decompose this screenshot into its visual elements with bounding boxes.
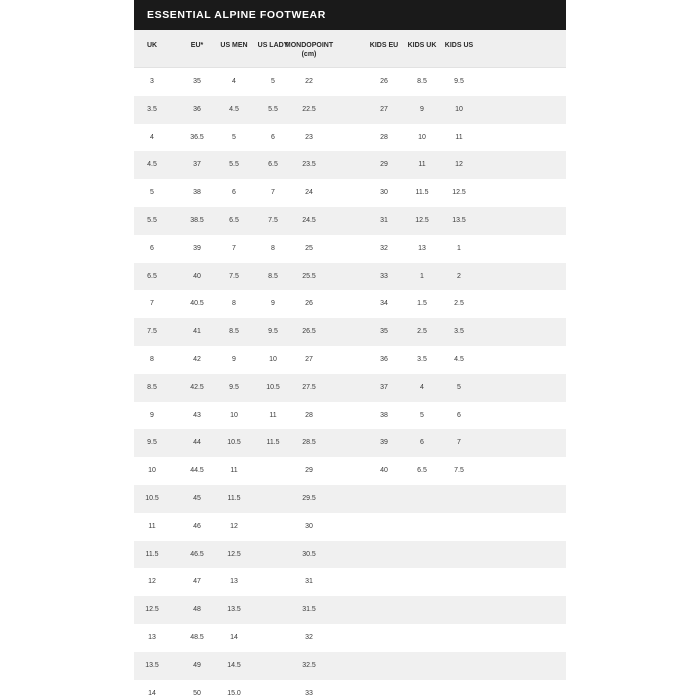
table-row — [134, 124, 566, 152]
table-row — [134, 235, 566, 263]
cell-uk: 11 — [148, 522, 156, 530]
cell-kids_eu: 29 — [380, 161, 388, 169]
cell-eu: 48.5 — [190, 633, 204, 641]
table-row — [134, 374, 566, 402]
column-header-label: KIDS US — [444, 42, 474, 49]
cell-mondo: 27.5 — [302, 383, 316, 391]
cell-uk: 4 — [150, 133, 154, 141]
cell-kids_uk: 12.5 — [415, 216, 429, 224]
cell-us_lady: 8.5 — [268, 272, 278, 280]
cell-kids_eu: 31 — [380, 216, 388, 224]
cell-eu: 43 — [193, 411, 201, 419]
cell-kids_uk: 13 — [418, 244, 426, 252]
cell-uk: 6 — [150, 244, 154, 252]
cell-kids_eu: 36 — [380, 355, 388, 363]
cell-us_lady: 9 — [271, 300, 275, 308]
cell-eu: 46.5 — [190, 550, 204, 558]
cell-us_men: 6.5 — [229, 216, 239, 224]
cell-mondo: 32.5 — [302, 661, 316, 669]
cell-us_men: 14.5 — [227, 661, 241, 669]
cell-eu: 42.5 — [190, 383, 204, 391]
table-row — [134, 207, 566, 235]
cell-mondo: 32 — [305, 633, 313, 641]
cell-eu: 44 — [193, 439, 201, 447]
cell-us_men: 7 — [232, 244, 236, 252]
table-row — [134, 680, 566, 700]
cell-uk: 7.5 — [147, 328, 157, 336]
cell-mondo: 24 — [305, 189, 313, 197]
cell-us_lady: 9.5 — [268, 328, 278, 336]
cell-kids_uk: 5 — [420, 411, 424, 419]
cell-mondo: 22 — [305, 78, 313, 85]
cell-kids_us: 7.5 — [454, 467, 464, 475]
cell-uk: 8 — [150, 355, 154, 363]
cell-mondo: 28 — [305, 411, 313, 419]
column-header-sublabel: (cm) — [301, 51, 317, 58]
cell-mondo: 29.5 — [302, 494, 316, 502]
cell-us_lady: 8 — [271, 244, 275, 252]
column-header-kids_us — [445, 41, 473, 50]
cell-kids_uk: 10 — [418, 133, 426, 141]
cell-kids_eu: 32 — [380, 244, 388, 252]
cell-eu: 47 — [193, 578, 201, 586]
cell-uk: 13.5 — [145, 661, 159, 669]
cell-uk: 12.5 — [145, 606, 159, 614]
cell-kids_uk: 1 — [420, 272, 424, 280]
table-row — [134, 263, 566, 291]
cell-kids_eu: 40 — [380, 467, 388, 475]
table-row — [134, 96, 566, 124]
cell-kids_us: 3.5 — [454, 328, 464, 336]
table-row — [134, 290, 566, 318]
cell-mondo: 33 — [305, 689, 313, 697]
cell-kids_us: 4.5 — [454, 355, 464, 363]
cell-eu: 38.5 — [190, 216, 204, 224]
cell-us_men: 13 — [230, 578, 238, 586]
cell-uk: 14 — [148, 689, 156, 697]
cell-uk: 7 — [150, 300, 154, 308]
chart-title: ESSENTIAL ALPINE FOOTWEAR — [134, 0, 566, 30]
cell-kids_eu: 37 — [380, 383, 388, 391]
cell-us_men: 12 — [230, 522, 238, 530]
cell-mondo: 31.5 — [302, 606, 316, 614]
cell-kids_us: 1 — [457, 244, 461, 252]
cell-kids_us: 5 — [457, 383, 461, 391]
cell-eu: 40.5 — [190, 300, 204, 308]
cell-us_men: 8 — [232, 300, 236, 308]
cell-us_men: 10 — [230, 411, 238, 419]
cell-uk: 9.5 — [147, 439, 157, 447]
cell-mondo: 26 — [305, 300, 313, 308]
table-row — [134, 457, 566, 485]
column-header-kids_eu — [370, 41, 398, 50]
size-chart — [134, 0, 566, 700]
column-header-label: KIDS UK — [407, 42, 437, 49]
column-header-eu — [191, 41, 203, 50]
cell-mondo: 29 — [305, 467, 313, 475]
cell-uk: 5 — [150, 189, 154, 197]
cell-mondo: 31 — [305, 578, 313, 586]
column-header-label: EU* — [190, 42, 204, 49]
cell-eu: 44.5 — [190, 467, 204, 475]
cell-uk: 11.5 — [145, 550, 159, 558]
cell-mondo: 26.5 — [302, 328, 316, 336]
cell-kids_us: 6 — [457, 411, 461, 419]
column-header-row — [134, 30, 566, 68]
cell-us_men: 9.5 — [229, 383, 239, 391]
column-header-label: KIDS EU — [369, 42, 399, 49]
cell-us_men: 14 — [230, 633, 238, 641]
cell-kids_uk: 4 — [420, 383, 424, 391]
cell-kids_uk: 6 — [420, 439, 424, 447]
cell-eu: 39 — [193, 244, 201, 252]
table-row — [134, 68, 566, 96]
cell-eu: 50 — [193, 689, 201, 697]
cell-kids_eu: 34 — [380, 300, 388, 308]
cell-kids_uk: 6.5 — [417, 467, 427, 475]
cell-uk: 12 — [148, 578, 156, 586]
table-row — [134, 402, 566, 430]
table-row — [134, 179, 566, 207]
cell-us_men: 4 — [232, 78, 236, 85]
cell-eu: 37 — [193, 161, 201, 169]
column-header-label: US LADY — [257, 42, 289, 49]
cell-us_men: 5 — [232, 133, 236, 141]
cell-us_lady: 6.5 — [268, 161, 278, 169]
cell-us_lady: 7.5 — [268, 216, 278, 224]
cell-uk: 3.5 — [147, 105, 157, 113]
cell-kids_eu: 30 — [380, 189, 388, 197]
column-header-label: UK — [146, 42, 158, 49]
table-row — [134, 624, 566, 652]
cell-kids_us: 10 — [455, 105, 463, 113]
cell-uk: 5.5 — [147, 216, 157, 224]
column-header-label: MONDOPOINT — [284, 42, 334, 49]
column-header-kids_uk — [408, 41, 437, 50]
table-row — [134, 652, 566, 680]
cell-uk: 3 — [150, 78, 154, 85]
table-row — [134, 346, 566, 374]
cell-eu: 36.5 — [190, 133, 204, 141]
cell-mondo: 25 — [305, 244, 313, 252]
cell-mondo: 25.5 — [302, 272, 316, 280]
cell-kids_us: 2 — [457, 272, 461, 280]
cell-kids_eu: 27 — [380, 105, 388, 113]
column-header-us_men — [220, 41, 247, 50]
cell-us_men: 5.5 — [229, 161, 239, 169]
cell-eu: 40 — [193, 272, 201, 280]
size-rows — [134, 68, 566, 700]
cell-eu: 38 — [193, 189, 201, 197]
table-row — [134, 513, 566, 541]
cell-us_men: 13.5 — [227, 606, 241, 614]
cell-us_lady: 5 — [271, 78, 275, 85]
cell-eu: 49 — [193, 661, 201, 669]
cell-us_lady: 11 — [269, 411, 277, 419]
cell-kids_eu: 28 — [380, 133, 388, 141]
table-row — [134, 318, 566, 346]
cell-us_lady: 5.5 — [268, 105, 278, 113]
cell-us_men: 8.5 — [229, 328, 239, 336]
cell-kids_eu: 35 — [380, 328, 388, 336]
cell-mondo: 24.5 — [302, 216, 316, 224]
cell-kids_eu: 33 — [380, 272, 388, 280]
cell-kids_uk: 3.5 — [417, 355, 427, 363]
cell-mondo: 23.5 — [302, 161, 316, 169]
cell-kids_us: 12.5 — [452, 189, 466, 197]
cell-us_men: 15.0 — [227, 689, 241, 697]
column-header-us_lady — [258, 41, 289, 50]
cell-kids_uk: 8.5 — [417, 78, 427, 85]
cell-kids_uk: 2.5 — [417, 328, 427, 336]
cell-kids_uk: 9 — [420, 105, 424, 113]
cell-kids_uk: 11 — [418, 161, 426, 169]
cell-us_men: 9 — [232, 355, 236, 363]
cell-kids_us: 11 — [455, 133, 463, 141]
cell-us_men: 10.5 — [227, 439, 241, 447]
table-row — [134, 429, 566, 457]
cell-eu: 36 — [193, 105, 201, 113]
cell-mondo: 23 — [305, 133, 313, 141]
cell-uk: 4.5 — [147, 161, 157, 169]
cell-us_lady: 11.5 — [266, 439, 280, 447]
cell-us_lady: 10 — [269, 355, 277, 363]
cell-us_lady: 7 — [271, 189, 275, 197]
cell-eu: 41 — [193, 328, 201, 336]
cell-kids_us: 12 — [455, 161, 463, 169]
table-row — [134, 568, 566, 596]
cell-us_men: 7.5 — [229, 272, 239, 280]
cell-kids_us: 2.5 — [454, 300, 464, 308]
cell-uk: 9 — [150, 411, 154, 419]
cell-uk: 10 — [148, 467, 156, 475]
column-header-uk — [147, 41, 157, 50]
cell-us_lady: 6 — [271, 133, 275, 141]
cell-mondo: 30.5 — [302, 550, 316, 558]
cell-kids_eu: 26 — [380, 78, 388, 85]
cell-kids_eu: 39 — [380, 439, 388, 447]
cell-eu: 35 — [193, 78, 201, 85]
cell-uk: 6.5 — [147, 272, 157, 280]
table-row — [134, 596, 566, 624]
cell-eu: 48 — [193, 606, 201, 614]
cell-kids_eu: 38 — [380, 411, 388, 419]
cell-mondo: 27 — [305, 355, 313, 363]
cell-uk: 13 — [148, 633, 156, 641]
cell-uk: 8.5 — [147, 383, 157, 391]
cell-kids_us: 9.5 — [454, 78, 464, 85]
cell-us_men: 11 — [230, 467, 238, 475]
cell-us_lady: 10.5 — [266, 383, 280, 391]
cell-us_men: 6 — [232, 189, 236, 197]
cell-mondo: 30 — [305, 522, 313, 530]
cell-us_men: 4.5 — [229, 105, 239, 113]
cell-eu: 45 — [193, 494, 201, 502]
table-row — [134, 151, 566, 179]
table-row — [134, 485, 566, 513]
cell-us_men: 11.5 — [227, 494, 241, 502]
column-header-label: US MEN — [220, 42, 248, 49]
table-row — [134, 541, 566, 569]
column-header-mondo — [285, 41, 333, 59]
cell-uk: 10.5 — [145, 494, 159, 502]
cell-kids_uk: 1.5 — [417, 300, 427, 308]
cell-kids_us: 13.5 — [452, 216, 466, 224]
cell-eu: 46 — [193, 522, 201, 530]
cell-kids_uk: 11.5 — [415, 189, 429, 197]
cell-us_men: 12.5 — [227, 550, 241, 558]
cell-kids_us: 7 — [457, 439, 461, 447]
cell-mondo: 22.5 — [302, 105, 316, 113]
cell-eu: 42 — [193, 355, 201, 363]
cell-mondo: 28.5 — [302, 439, 316, 447]
